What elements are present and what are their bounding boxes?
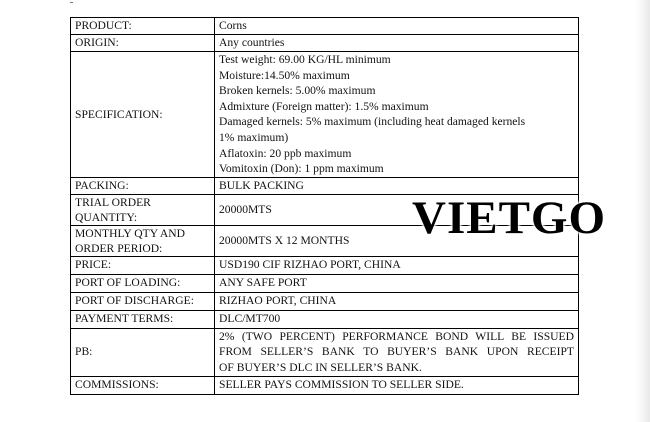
row-label: PRODUCT: — [71, 18, 215, 35]
row-value: ANY SAFE PORT — [215, 274, 579, 292]
table-row-port-of-discharge — [71, 292, 579, 310]
row-label: SPECIFICATION: — [71, 52, 215, 178]
pb-line: 2% (TWO PERCENT) PERFORMANCE BOND WILL BE ISSUED — [219, 329, 574, 343]
row-label — [71, 194, 215, 225]
spec-line: Aflatoxin: 20 ppb maximum — [219, 146, 352, 160]
spec-line: Admixture (Foreign matter): 1.5% maximum — [219, 99, 429, 113]
label-line: MONTHLY QTY AND — [75, 226, 186, 240]
label-line: QUANTITY: — [75, 210, 138, 224]
table-row-pb — [71, 328, 579, 376]
spec-line: Broken kernels: 5.00% maximum — [219, 84, 376, 98]
row-value: RIZHAO PORT, CHINA — [215, 292, 579, 310]
table-row-specification — [71, 52, 579, 178]
row-label: PORT OF LOADING: — [71, 274, 215, 292]
row-label: PRICE: — [71, 256, 215, 274]
vietgo-watermark: VIETGO — [412, 192, 607, 244]
row-value: USD190 CIF RIZHAO PORT, CHINA — [215, 256, 579, 274]
row-value: 20000MTS — [215, 194, 579, 225]
spec-line: Vomitoxin (Don): 1 ppm maximum — [219, 162, 384, 176]
table-row-origin — [71, 35, 579, 52]
pb-line: FROM SELLER’S BANK TO BUYER’S BANK UPON RECEIPT — [219, 345, 574, 359]
row-label: PACKING: — [71, 177, 215, 194]
spec-line: Moisture:14.50% maximum — [219, 68, 350, 82]
pb-terms — [215, 328, 579, 376]
stray-mark — [70, 2, 73, 3]
row-value: SELLER PAYS COMMISSION TO SELLER SIDE. — [215, 376, 579, 394]
table-row-port-of-loading — [71, 274, 579, 292]
specification-list — [215, 52, 579, 178]
row-value: BULK PACKING — [215, 177, 579, 194]
spec-line: Test weight: 69.00 KG/HL minimum — [219, 53, 391, 66]
row-label: PB: — [71, 328, 215, 376]
spec-line: Damaged kernels: 5% maximum (including heat damaged kernels — [219, 115, 526, 129]
pb-line: OF BUYER’S DLC IN SELLER’S BANK. — [219, 360, 422, 374]
row-label: PAYMENT TERMS: — [71, 310, 215, 328]
table-row-commissions — [71, 376, 579, 394]
table-row-price — [71, 256, 579, 274]
table-row-product — [71, 18, 579, 35]
row-label — [71, 225, 215, 256]
row-value: DLC/MT700 — [215, 310, 579, 328]
label-line: TRIAL ORDER — [75, 195, 151, 209]
table-row-payment-terms — [71, 310, 579, 328]
label-line: ORDER PERIOD: — [75, 241, 163, 255]
row-label: ORIGIN: — [71, 35, 215, 52]
row-value: 20000MTS X 12 MONTHS — [215, 225, 579, 256]
row-label: COMMISSIONS: — [71, 376, 215, 394]
row-value: Corns — [215, 18, 579, 35]
spec-line: 1% maximum) — [219, 130, 289, 144]
row-value: Any countries — [215, 35, 579, 52]
row-label: PORT OF DISCHARGE: — [71, 292, 215, 310]
page-edge-shadow — [636, 0, 650, 422]
